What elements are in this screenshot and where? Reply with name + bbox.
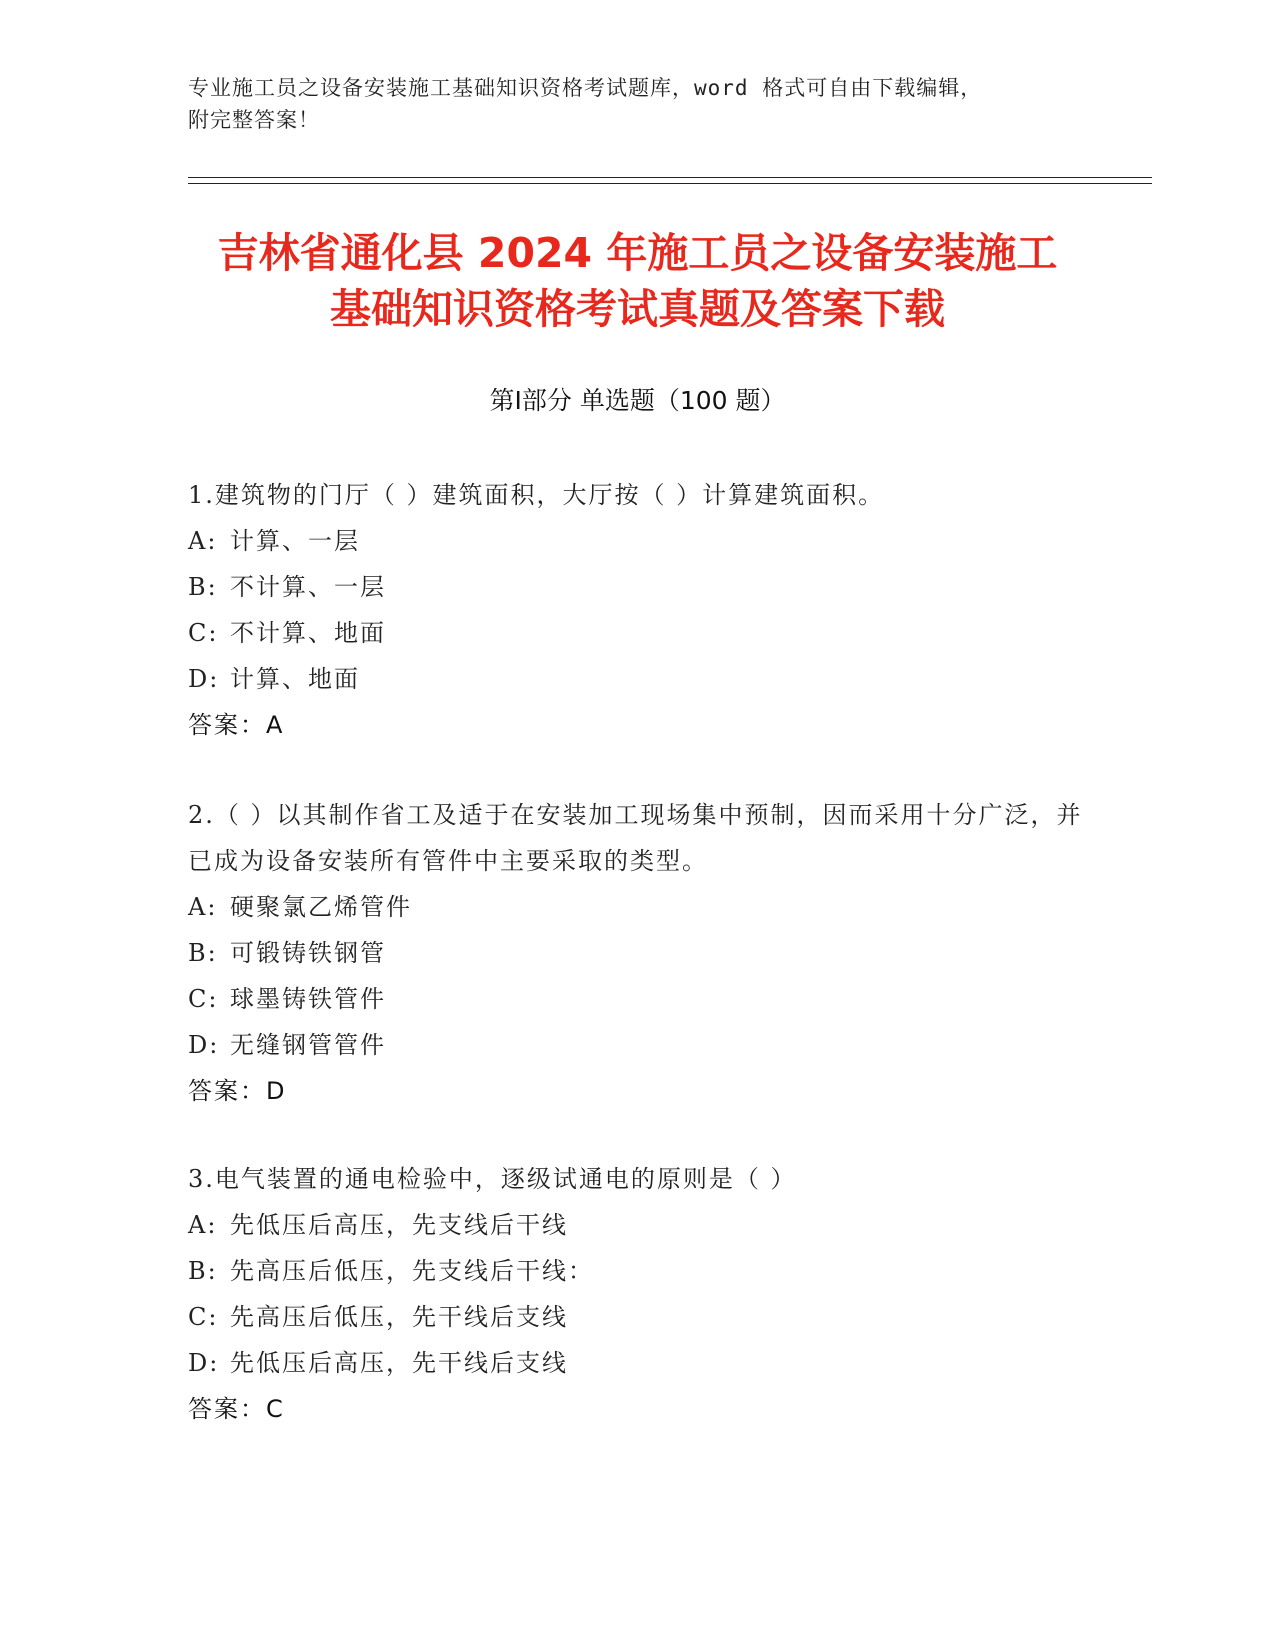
- option-a: [188, 1202, 1088, 1248]
- header-note: [188, 72, 1088, 136]
- option-letter: C:: [188, 619, 219, 647]
- option-text: 计算、地面: [230, 665, 360, 693]
- option-d: [188, 1340, 1088, 1386]
- option-c: [188, 1294, 1088, 1340]
- question-item: [188, 792, 1088, 1114]
- option-text: 无缝钢管管件: [230, 1031, 386, 1059]
- option-letter: D:: [188, 1031, 220, 1059]
- option-text: 先低压后高压，先支线后干线: [230, 1211, 568, 1239]
- option-letter: A:: [188, 527, 218, 555]
- option-letter: D:: [188, 665, 220, 693]
- question-stem: 3.电气装置的通电检验中，逐级试通电的原则是（ ）: [188, 1165, 797, 1193]
- option-c: [188, 610, 1088, 656]
- section-heading: 第Ⅰ部分 单选题（100 题）: [489, 386, 786, 415]
- option-text: 计算、一层: [230, 527, 360, 555]
- option-text: 先高压后低压，先支线后干线：: [230, 1257, 594, 1285]
- option-letter: B:: [188, 939, 218, 967]
- option-text: 先低压后高压，先干线后支线: [230, 1349, 568, 1377]
- option-letter: A:: [188, 893, 218, 921]
- question-item: [188, 472, 1088, 748]
- option-b: [188, 1248, 1088, 1294]
- option-d: [188, 656, 1088, 702]
- option-a: [188, 518, 1088, 564]
- question-stem: 1.建筑物的门厅（ ）建筑面积，大厅按（ ）计算建筑面积。: [188, 481, 885, 509]
- option-c: [188, 976, 1088, 1022]
- option-b: [188, 564, 1088, 610]
- option-b: [188, 930, 1088, 976]
- question-item: [188, 1156, 1088, 1432]
- option-letter: B:: [188, 1257, 218, 1285]
- answer-line: 答案：C: [188, 1395, 285, 1423]
- option-d: [188, 1022, 1088, 1068]
- answer-line: 答案：D: [188, 1077, 287, 1105]
- header-divider-bottom: [188, 183, 1152, 184]
- header-note-line2: 附完整答案！: [188, 108, 320, 132]
- answer-line: 答案：A: [188, 711, 285, 739]
- document-title: [150, 225, 1125, 337]
- option-text: 不计算、一层: [230, 573, 386, 601]
- header-divider-top: [188, 177, 1152, 178]
- option-text: 先高压后低压，先干线后支线: [230, 1303, 568, 1331]
- option-letter: C:: [188, 985, 219, 1013]
- option-letter: D:: [188, 1349, 220, 1377]
- option-letter: A:: [188, 1211, 218, 1239]
- option-text: 球墨铸铁管件: [230, 985, 386, 1013]
- document-title-line1: 吉林省通化县 2024 年施工员之设备安装施工: [217, 229, 1058, 277]
- option-a: [188, 884, 1088, 930]
- option-letter: B:: [188, 573, 218, 601]
- option-letter: C:: [188, 1303, 219, 1331]
- question-stem: 2.（ ）以其制作省工及适于在安装加工现场集中预制，因而采用十分广泛，并已成为设备安装所有管件中主要采取的类型。: [188, 801, 1083, 875]
- option-text: 可锻铸铁钢管: [230, 939, 386, 967]
- document-title-line2: 基础知识资格考试真题及答案下载: [330, 285, 945, 333]
- option-text: 硬聚氯乙烯管件: [230, 893, 412, 921]
- header-note-line1: 专业施工员之设备安装施工基础知识资格考试题库，word 格式可自由下载编辑，: [188, 76, 983, 100]
- option-text: 不计算、地面: [230, 619, 386, 647]
